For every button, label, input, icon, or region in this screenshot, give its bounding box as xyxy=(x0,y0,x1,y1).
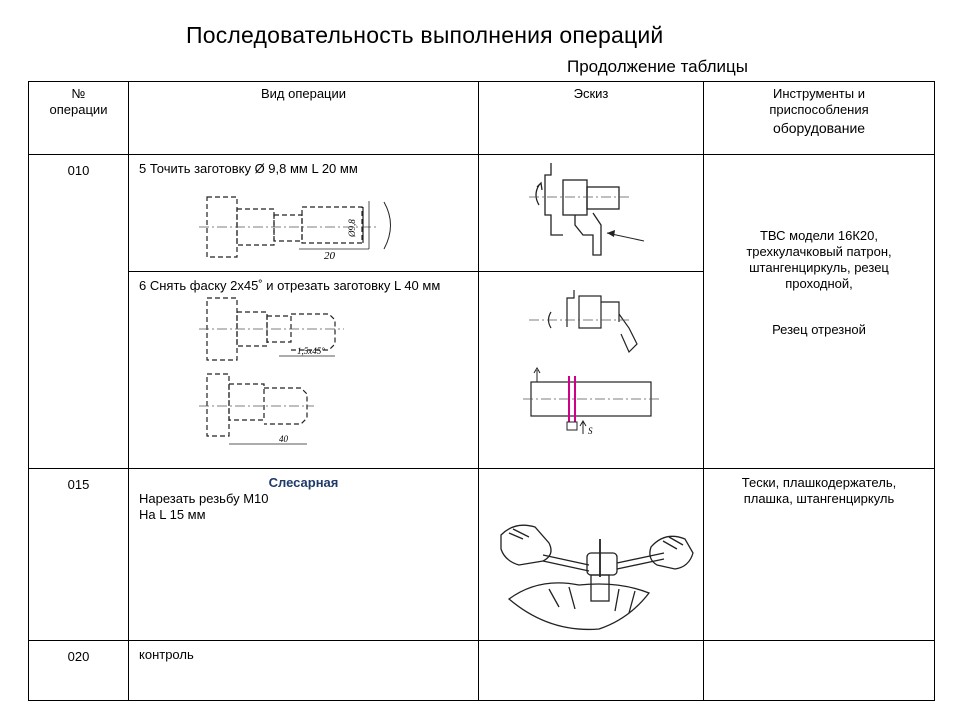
header-sketch: Эскиз xyxy=(479,82,704,155)
threading-sketch xyxy=(479,469,704,640)
tools-015: Тески, плашкодержатель, плашка, штангенциркуль xyxy=(741,475,897,506)
page-subtitle: Продолжение таблицы xyxy=(567,57,748,76)
op-015-line2: На L 15 мм xyxy=(139,507,206,522)
dim-20-label: 20 xyxy=(324,250,335,262)
header-tools-line2: оборудование xyxy=(772,120,866,136)
op-020-text: контроль xyxy=(139,647,194,662)
chamfer-drawing xyxy=(129,294,479,454)
parting-sketch xyxy=(479,272,704,468)
row-num-010: 010 xyxy=(29,155,129,469)
header-tools xyxy=(704,82,935,155)
turning-drawing xyxy=(129,177,479,267)
chamfer-label: 1,5х45° xyxy=(297,346,325,356)
header-tools-line1: Инструменты и приспособления xyxy=(769,86,869,117)
header-row xyxy=(29,82,935,155)
sketch-threading xyxy=(479,469,704,641)
table-row-015 xyxy=(29,469,935,641)
dim-40-label: 40 xyxy=(279,434,288,444)
page-title: Последовательность выполнения операций xyxy=(186,22,664,48)
op-015-text xyxy=(129,469,478,523)
row-num-020: 020 xyxy=(29,641,129,701)
tools-cell-020 xyxy=(704,641,935,701)
op-cell-015 xyxy=(129,469,479,641)
op-cell-020 xyxy=(129,641,479,701)
sketch-turning xyxy=(479,155,704,272)
header-num xyxy=(29,82,129,155)
tools-010-main: ТВС модели 16К20, трехкулачковый патрон, штангенциркуль, резец проходной, xyxy=(746,228,892,291)
op-015-title: Слесарная xyxy=(268,475,339,490)
sketch-parting xyxy=(479,272,704,469)
s-label: S xyxy=(588,426,593,436)
op-cell-step6 xyxy=(129,272,479,469)
dim-98-label: Ø9,8 xyxy=(347,219,357,237)
op-step6-text: 6 Снять фаску 2х45˚ и отрезать заготовку L 40 мм xyxy=(139,278,441,293)
op-step5-text: 5 Точить заготовку Ø 9,8 мм L 20 мм xyxy=(139,161,358,176)
op-cell-step5 xyxy=(129,155,479,272)
sketch-cell-020 xyxy=(479,641,704,701)
table-row-010-a xyxy=(29,155,935,272)
operations-table xyxy=(28,81,935,701)
op-015-line1: Нарезать резьбу М10 xyxy=(139,491,269,506)
tools-010-extra: Резец отрезной xyxy=(772,322,866,337)
row-num-015: 015 xyxy=(29,469,129,641)
turning-sketch xyxy=(479,155,704,271)
header-num-text: № операции xyxy=(49,86,108,117)
table-row-020 xyxy=(29,641,935,701)
header-op: Вид операции xyxy=(129,82,479,155)
tools-cell-015 xyxy=(704,469,935,641)
tools-cell-010 xyxy=(704,155,935,469)
